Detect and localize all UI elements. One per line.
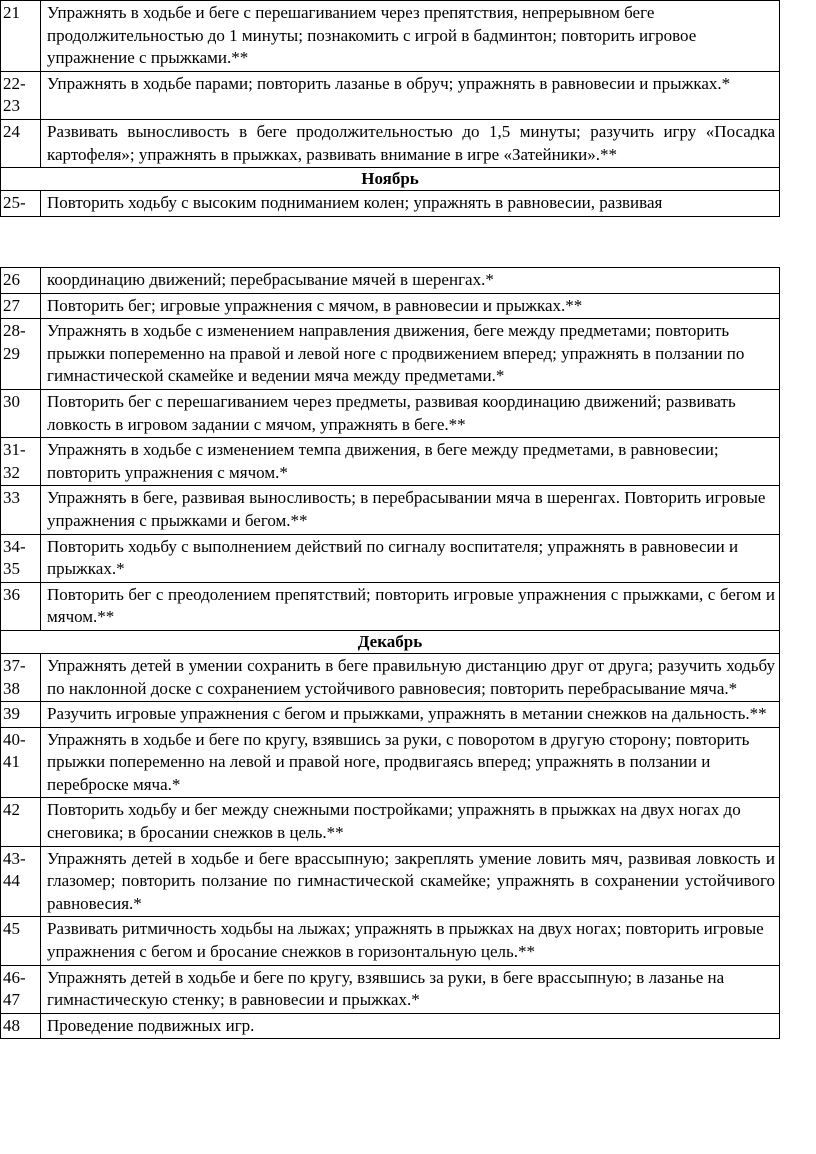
row-text: Упражнять детей в умении сохранить в беге правильную дистанцию друг от друга; разучить ходьбу по наклонной доске с сохранением устойчивого равновесия; повторить перебрасывание мяча.* xyxy=(41,653,780,701)
row-number: 30 xyxy=(1,389,41,437)
row-number: 22-23 xyxy=(1,71,41,119)
row-number: 26 xyxy=(1,268,41,294)
row-number: 45 xyxy=(1,917,41,965)
table-row xyxy=(1,293,780,319)
row-text: Упражнять в ходьбе и беге с перешагиванием через препятствия, непрерывном беге продолжительностью до 1 минуты; познакомить с игрой в бадминтон; повторить игровое упражнение с прыжками.** xyxy=(41,1,780,72)
row-text: Проведение подвижных игр. xyxy=(41,1013,780,1039)
row-text: Упражнять детей в ходьбе и беге по кругу, взявшись за руки, в беге врассыпную; в лазанье на гимнастическую стенку; в равновесии и прыжках.* xyxy=(41,965,780,1013)
table-row xyxy=(1,582,780,630)
table-row xyxy=(1,319,780,390)
row-number: 34-35 xyxy=(1,534,41,582)
row-text: Развивать ритмичность ходьбы на лыжах; упражнять в прыжках на двух ногах; повторить игровые упражнения с бегом и бросание снежков в горизонтальную цель.** xyxy=(41,917,780,965)
row-text: Повторить ходьбу с выполнением действий по сигналу воспитателя; упражнять в равновесии и прыжках.* xyxy=(41,534,780,582)
row-text: Повторить бег с перешагиванием через предметы, развивая координацию движений; развивать ловкость в игровом задании с мячом, упражнять в беге.** xyxy=(41,389,780,437)
row-number: 24 xyxy=(1,119,41,167)
table-row xyxy=(1,438,780,486)
row-text: Упражнять в ходьбе с изменением темпа движения, в беге между предметами, в равновесии; повторить упражнения с мячом.* xyxy=(41,438,780,486)
row-text: Упражнять в ходьбе с изменением направления движения, беге между предметами; повторить прыжки попеременно на правой и левой ноге с продвижением вперед; упражнять в ползании по гимнастической скамейке и ведении мяча между предметами.* xyxy=(41,319,780,390)
row-number: 37-38 xyxy=(1,653,41,701)
row-number: 36 xyxy=(1,582,41,630)
row-text: Упражнять в ходьбе парами; повторить лазанье в обруч; упражнять в равновесии и прыжках.* xyxy=(41,71,780,119)
table-row xyxy=(1,846,780,917)
plan-table-part-1 xyxy=(0,0,780,217)
row-number: 27 xyxy=(1,293,41,319)
table-row xyxy=(1,534,780,582)
row-number: 31-32 xyxy=(1,438,41,486)
row-number: 46-47 xyxy=(1,965,41,1013)
row-number: 33 xyxy=(1,486,41,534)
row-number: 25- xyxy=(1,191,41,217)
table-row xyxy=(1,798,780,846)
month-header-december: Декабрь xyxy=(1,630,780,653)
table-row xyxy=(1,191,780,217)
table-row xyxy=(1,71,780,119)
row-text: Упражнять в ходьбе и беге по кругу, взявшись за руки, с поворотом в другую сторону; повторить прыжки попеременно на левой и правой ноге, продвигаясь вперед; упражнять в ползании и переброске мяча.* xyxy=(41,727,780,798)
table-row xyxy=(1,917,780,965)
row-text: Упражнять в беге, развивая выносливость; в перебрасывании мяча в шеренгах. Повторить игровые упражнения с прыжками и бегом.** xyxy=(41,486,780,534)
row-number: 28-29 xyxy=(1,319,41,390)
table-row xyxy=(1,1,780,72)
row-text: Развивать выносливость в беге продолжительностью до 1,5 минуты; разучить игру «Посадка картофеля»; упражнять в прыжках, развивать внимание в игре «Затейники».** xyxy=(41,119,780,167)
row-text: Повторить ходьбу и бег между снежными постройками; упражнять в прыжках на двух ногах до снеговика; в бросании снежков в цель.** xyxy=(41,798,780,846)
row-text: Повторить бег с преодолением препятствий; повторить игровые упражнения с прыжками, с бегом и мячом.** xyxy=(41,582,780,630)
plan-table-part-2 xyxy=(0,267,780,1039)
table-row xyxy=(1,702,780,728)
row-text: Повторить бег; игровые упражнения с мячом, в равновесии и прыжках.** xyxy=(41,293,780,319)
table-row xyxy=(1,965,780,1013)
row-number: 48 xyxy=(1,1013,41,1039)
table-row xyxy=(1,268,780,294)
row-number: 43-44 xyxy=(1,846,41,917)
table-row xyxy=(1,1013,780,1039)
table-row xyxy=(1,653,780,701)
row-number: 40-41 xyxy=(1,727,41,798)
row-text: Разучить игровые упражнения с бегом и прыжками, упражнять в метании снежков на дальность.** xyxy=(41,702,780,728)
table-row xyxy=(1,119,780,167)
month-header-november: Ноябрь xyxy=(1,168,780,191)
row-number: 42 xyxy=(1,798,41,846)
row-text: Повторить ходьбу с высоким подниманием колен; упражнять в равновесии, развивая xyxy=(41,191,780,217)
month-header-row xyxy=(1,630,780,653)
row-number: 21 xyxy=(1,1,41,72)
table-row xyxy=(1,727,780,798)
table-row xyxy=(1,389,780,437)
row-text: координацию движений; перебрасывание мячей в шеренгах.* xyxy=(41,268,780,294)
month-header-row xyxy=(1,168,780,191)
row-text: Упражнять детей в ходьбе и беге врассыпную; закреплять умение ловить мяч, развивая ловкость и глазомер; повторить ползание по гимнастической скамейке; упражнять в сохранении устойчивого равновесия.* xyxy=(41,846,780,917)
row-number: 39 xyxy=(1,702,41,728)
table-row xyxy=(1,486,780,534)
